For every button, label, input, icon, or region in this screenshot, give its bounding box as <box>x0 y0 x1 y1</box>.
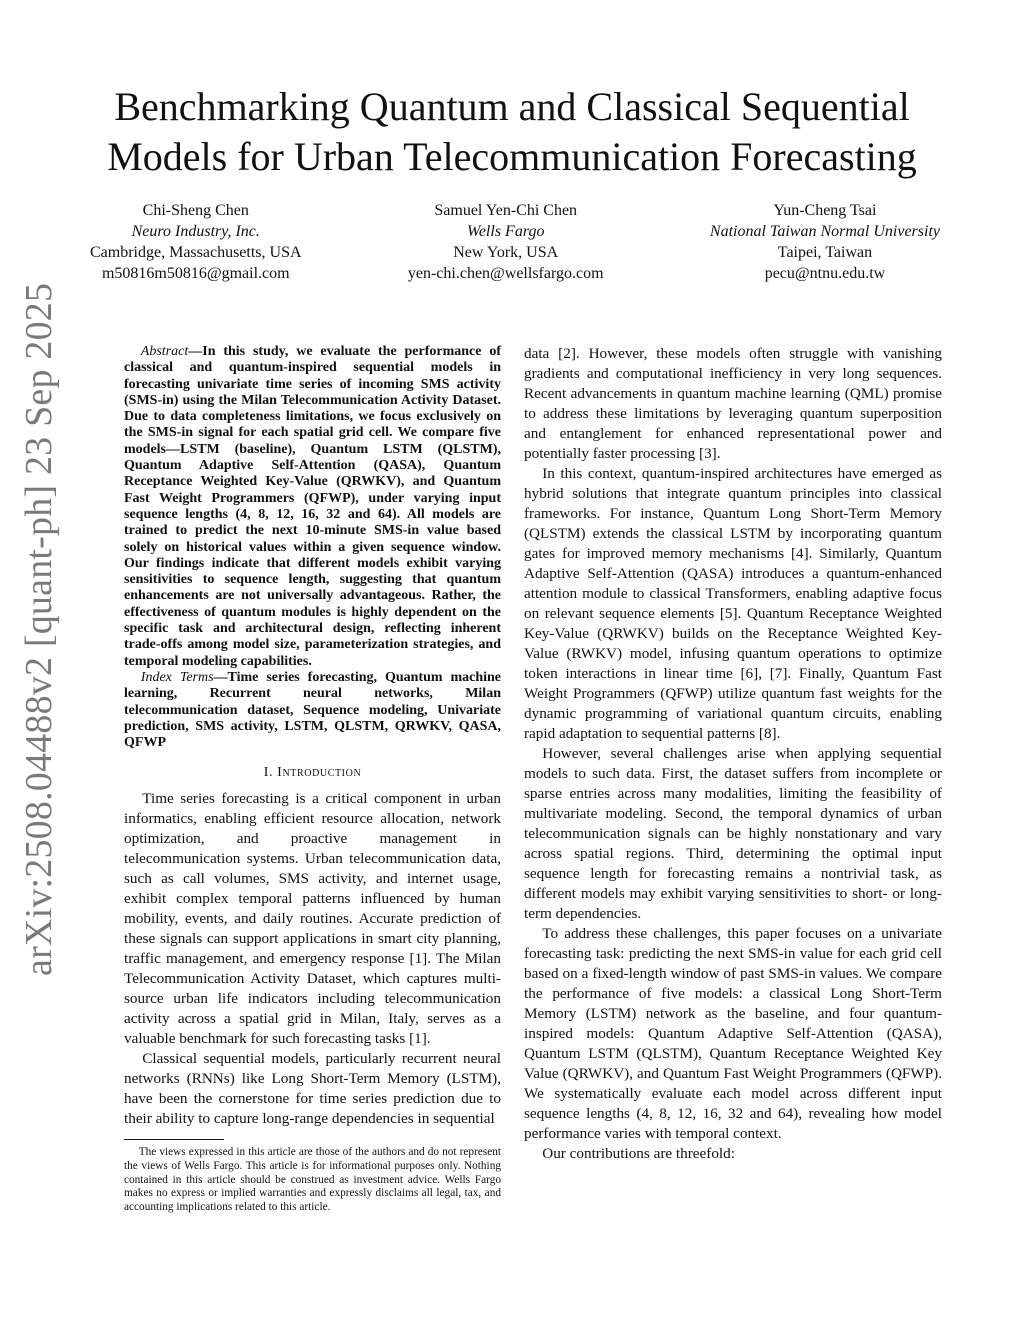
author-block <box>90 200 940 284</box>
author-name: Samuel Yen-Chi Chen <box>434 202 578 219</box>
abstract-label: Abstract <box>140 344 189 359</box>
arxiv-side-stamp: arXiv:2508.04488v2 [quant-ph] 23 Sep 2025 <box>18 282 60 976</box>
author-affiliation: Wells Fargo <box>466 223 545 240</box>
author-email: pecu@ntnu.edu.tw <box>764 265 886 282</box>
body-paragraph: To address these challenges, this paper focuses on a univariate forecasting task: predicting the next SMS-in value for each grid cell based on a fixed-length window of past SMS-in values. We compare the performance of five models: a classical Long Short-Term Memory (LSTM) network as the baseline, and four quantum-inspired models: Quantum Adaptive Self-Attention (QASA), Quantum LSTM (QLSTM), Quantum Receptance Weighted Key Value (QRWKV), and Quantum Fast Weight Programmers (QFWP). We systematically evaluate each model across different input sequence lengths (4, 8, 12, 16, 32 and 64), revealing how model performance varies with temporal context. <box>524 925 942 1142</box>
author-name: Chi-Sheng Chen <box>142 202 249 219</box>
index-terms-label: Index Terms <box>140 669 214 685</box>
paper-title: Benchmarking Quantum and Classical Sequential Models for Urban Telecommunication Forecasting <box>107 84 917 179</box>
intro-paragraph: Classical sequential models, particularly recurrent neural networks (RNNs) like Long Short-Term Memory (LSTM), have been the cornerstone for time series prediction due to their ability to capture long-range dependencies in sequential <box>124 1050 501 1128</box>
abstract-text: —In this study, we evaluate the performance of classical and quantum-inspired sequential models in forecasting univariate time series of incoming SMS activity (SMS-in) using the Milan Telecommunication Activity Dataset. Due to data completeness limitations, we focus exclusively on the SMS-in signal for each spatial grid cell. We compare five models—LSTM (baseline), Quantum LSTM (QLSTM), Quantum Adaptive Self-Attention (QASA), Quantum Receptance Weighted Key-Value (QRWKV), and Quantum Fast Weight Programmers (QFWP), under varying input sequence lengths (4, 8, 12, 16, 32 and 64). All models are trained to predict the next 10-minute SMS-in value based solely on historical values within a given sequence window. Our findings indicate that different models exhibit varying sensitivities to sequence length, suggesting that quantum enhancements are not universally advantageous. Rather, the effectiveness of quantum modules is highly dependent on the specific task and architectural design, reflecting inherent trade-offs among model size, parameterization strategies, and temporal modeling capabilities. <box>124 344 501 669</box>
author-3 <box>710 200 940 284</box>
body-paragraph: In this context, quantum-inspired architectures have emerged as hybrid solutions that integrate quantum principles into classical frameworks. For instance, Quantum Long Short-Term Memory (QLSTM) extends the classical LSTM by incorporating quantum gates for improved memory mechanisms [4]. Similarly, Quantum Adaptive Self-Attention (QASA) introduces a quantum-enhanced attention module to classical Transformers, enabling adaptive focus on relevant sequence elements [5]. Quantum Receptance Weighted Key-Value (QRWKV) builds on the Receptance Weighted Key-Value (RWKV) model, infusing quantum operations to optimize token interactions in linear time [6], [7]. Finally, Quantum Fast Weight Programmers (QFWP) utilize quantum fast weights for the dynamic programming of variational quantum circuits, enabling rapid adaptation to sequential patterns [8]. <box>524 465 942 742</box>
left-column <box>124 344 501 1214</box>
abstract <box>124 344 501 670</box>
author-affiliation: Neuro Industry, Inc. <box>131 223 260 240</box>
body-paragraph: Our contributions are threefold: <box>542 1145 735 1162</box>
body-paragraph: data [2]. However, these models often struggle with vanishing gradients and computational inefficiency in very long sequences. Recent advancements in quantum machine learning (QML) promise to address these limitations by leveraging quantum superposition and entanglement for enhanced representational power and potentially faster processing [3]. <box>524 345 942 462</box>
author-email: m50816m50816@gmail.com <box>101 265 290 282</box>
author-location: New York, USA <box>453 244 559 261</box>
author-affiliation: National Taiwan Normal University <box>709 223 940 240</box>
author-location: Taipei, Taiwan <box>777 244 873 261</box>
author-email: yen-chi.chen@wellsfargo.com <box>407 265 604 282</box>
footnote: The views expressed in this article are those of the authors and do not represent the views of Wells Fargo. This article is for informational purposes only. Nothing contained in this article should be construed as investment advice. Wells Fargo makes no express or implied warranties and expressly disclaims all legal, tax, and accounting implications related to this article. <box>124 1146 501 1213</box>
body-paragraph: However, several challenges arise when applying sequential models to such data. First, the dataset suffers from incomplete or sparse entries across many modalities, limiting the feasibility of multivariate modeling. Second, the temporal dynamics of urban telecommunication signals can be highly nonstationary and vary across spatial regions. Third, determining the optimal input sequence length for forecasting remains a nontrivial task, as different models may exhibit varying sensitivities to short- or long-term dependencies. <box>524 745 942 922</box>
author-name: Yun-Cheng Tsai <box>773 202 877 219</box>
section-heading: I. Introduction <box>263 765 362 781</box>
footnote-divider <box>124 1139 224 1140</box>
index-terms <box>124 670 501 751</box>
right-column <box>524 344 942 1164</box>
author-1 <box>90 200 302 284</box>
index-terms-text: —Time series forecasting, Quantum machine learning, Recurrent neural networks, Milan telecommunication dataset, Sequence modeling, Univariate prediction, SMS activity, LSTM, QLSTM, QRWKV, QASA, QFWP <box>124 669 501 751</box>
intro-paragraph: Time series forecasting is a critical component in urban informatics, enabling efficient resource allocation, network optimization, and proactive management in telecommunication systems. Urban telecommunication data, such as call volumes, SMS activity, and internet usage, exhibit complex temporal patterns influenced by human mobility, events, and daily routines. Accurate prediction of these signals can support applications in smart city planning, traffic management, and emergency response [1]. The Milan Telecommunication Activity Dataset, which captures multi-source urban life indicators including telecommunication activity across a spatial grid in Milan, Italy, serves as a valuable benchmark for such forecasting tasks [1]. <box>124 790 501 1048</box>
author-2 <box>408 200 604 284</box>
author-location: Cambridge, Massachusetts, USA <box>90 244 302 261</box>
